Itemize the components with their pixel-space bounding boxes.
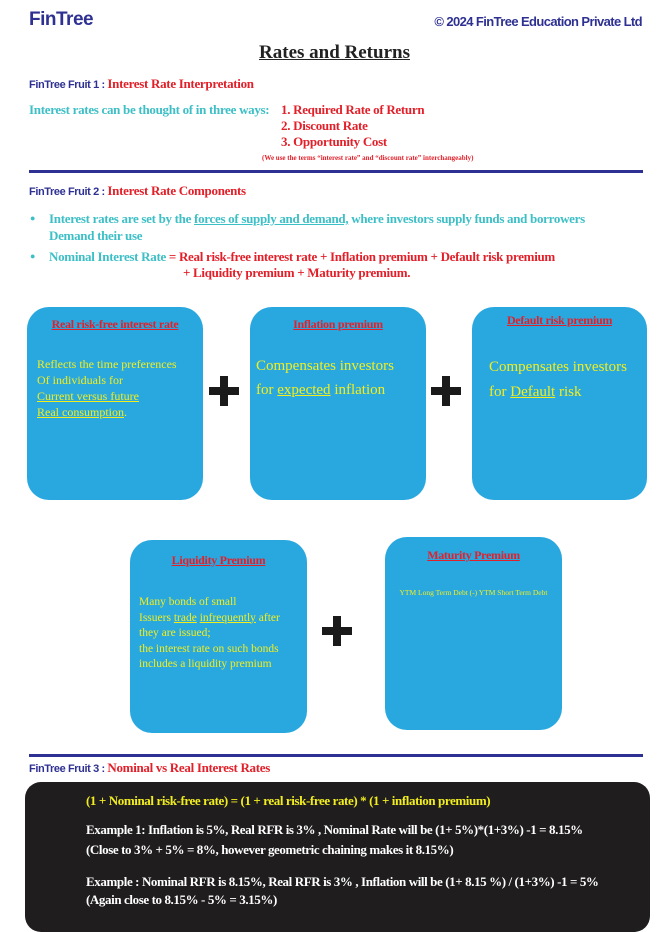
text: risk [555, 384, 582, 400]
brand-logo: FinTree [29, 9, 94, 30]
plus-icon [209, 376, 239, 406]
box-text [256, 354, 394, 402]
plus-icon [322, 616, 352, 646]
bullet-2 [49, 248, 555, 266]
box-title: Inflation premium [293, 317, 383, 331]
box-title: Maturity Premium [427, 548, 520, 562]
component-box-real-rfr [27, 307, 203, 500]
text: forces of supply and demand, [194, 211, 349, 226]
text: Issuers [139, 611, 174, 624]
copyright: © 2024 FinTree Education Private Ltd [434, 14, 642, 29]
note: (We use the terms “interest rate” and “discount rate” interchangeably) [262, 154, 474, 162]
bullet-2-line2: + Liquidity premium + Maturity premium. [183, 265, 411, 280]
divider [29, 170, 643, 173]
text: Real consumption [37, 405, 124, 419]
component-box-liquidity [130, 540, 307, 733]
box-text: YTM Long Term Debt (-) YTM Short Term Debt [399, 588, 548, 597]
page-title: Rates and Returns [259, 42, 410, 63]
example-1: Example 1: Inflation is 5%, Real RFR is 3% , Nominal Rate will be (1+ 5%)*(1+3%) -1 = 8.15% [86, 822, 583, 837]
text: where investors supply funds and borrowers [348, 211, 585, 226]
text: they are issued; [139, 627, 211, 639]
text: Default [510, 384, 556, 400]
fruit3-heading [29, 760, 270, 776]
text: trade [173, 611, 197, 624]
box-text [37, 356, 177, 420]
fruit1-heading [29, 76, 254, 92]
text: for [256, 382, 278, 398]
text: . [124, 405, 127, 419]
way-item: 1. Required Rate of Return [281, 102, 425, 117]
bullet-icon: ● [30, 251, 36, 261]
example-2: Example : Nominal RFR is 8.15%, Real RFR is 3% , Inflation will be (1+ 8.15 %) / (1+3%) -1 = 5% [86, 874, 599, 889]
fruit-label: FinTree Fruit 3 : [29, 763, 105, 775]
example-1-note: (Close to 3% + 5% = 8%, however geometric chaining makes it 8.15%) [86, 842, 454, 857]
fruit-title: Interest Rate Components [107, 183, 246, 198]
box-text [489, 355, 627, 405]
component-box-maturity [385, 537, 562, 730]
text: Real risk-free interest rate + Inflation premium + Default risk premium [178, 249, 555, 264]
text: for [489, 384, 511, 400]
text: Interest rates are set by the [49, 211, 195, 226]
box-text [139, 595, 280, 673]
text: after [255, 611, 280, 624]
text: Compensates investors [489, 359, 627, 375]
bullet-1-line2: Demand their use [49, 228, 143, 243]
text: Reflects the time preferences [37, 357, 177, 371]
fruit2-heading [29, 183, 246, 199]
text: Many bonds of small [139, 596, 237, 608]
box-title: Default risk premium [506, 313, 613, 327]
box-title: Liquidity Premium [171, 553, 266, 567]
text: infrequently [199, 611, 256, 624]
fruit1-intro: Interest rates can be thought of in three ways: [29, 102, 270, 117]
text: Of individuals for [37, 373, 123, 387]
text: Nominal Interest Rate [49, 249, 166, 264]
bullet-1 [49, 211, 585, 227]
bullet-icon: ● [30, 213, 36, 223]
way-item: 3. Opportunity Cost [281, 134, 387, 149]
text: includes a liquidity premium [139, 658, 272, 670]
way-item: 2. Discount Rate [281, 118, 368, 133]
fruit-title: Interest Rate Interpretation [107, 76, 254, 91]
box-title: Real risk-free interest rate [51, 317, 179, 331]
text: = [165, 249, 179, 264]
fruit-label: FinTree Fruit 1 : [29, 79, 105, 91]
text: inflation [330, 382, 386, 398]
text: Current versus future [37, 389, 139, 403]
component-box-inflation [250, 307, 426, 500]
fruit-title: Nominal vs Real Interest Rates [107, 760, 271, 775]
example-2-note: (Again close to 8.15% - 5% = 3.15%) [86, 892, 277, 907]
fruit-label: FinTree Fruit 2 : [29, 186, 105, 198]
text: expected [277, 382, 331, 398]
text: the interest rate on such bonds [139, 642, 279, 655]
component-box-default [472, 307, 647, 500]
plus-icon [431, 376, 461, 406]
divider [29, 754, 643, 757]
formula: (1 + Nominal risk-free rate) = (1 + real risk-free rate) * (1 + inflation premium) [86, 793, 491, 808]
text: Compensates investors [256, 358, 394, 374]
